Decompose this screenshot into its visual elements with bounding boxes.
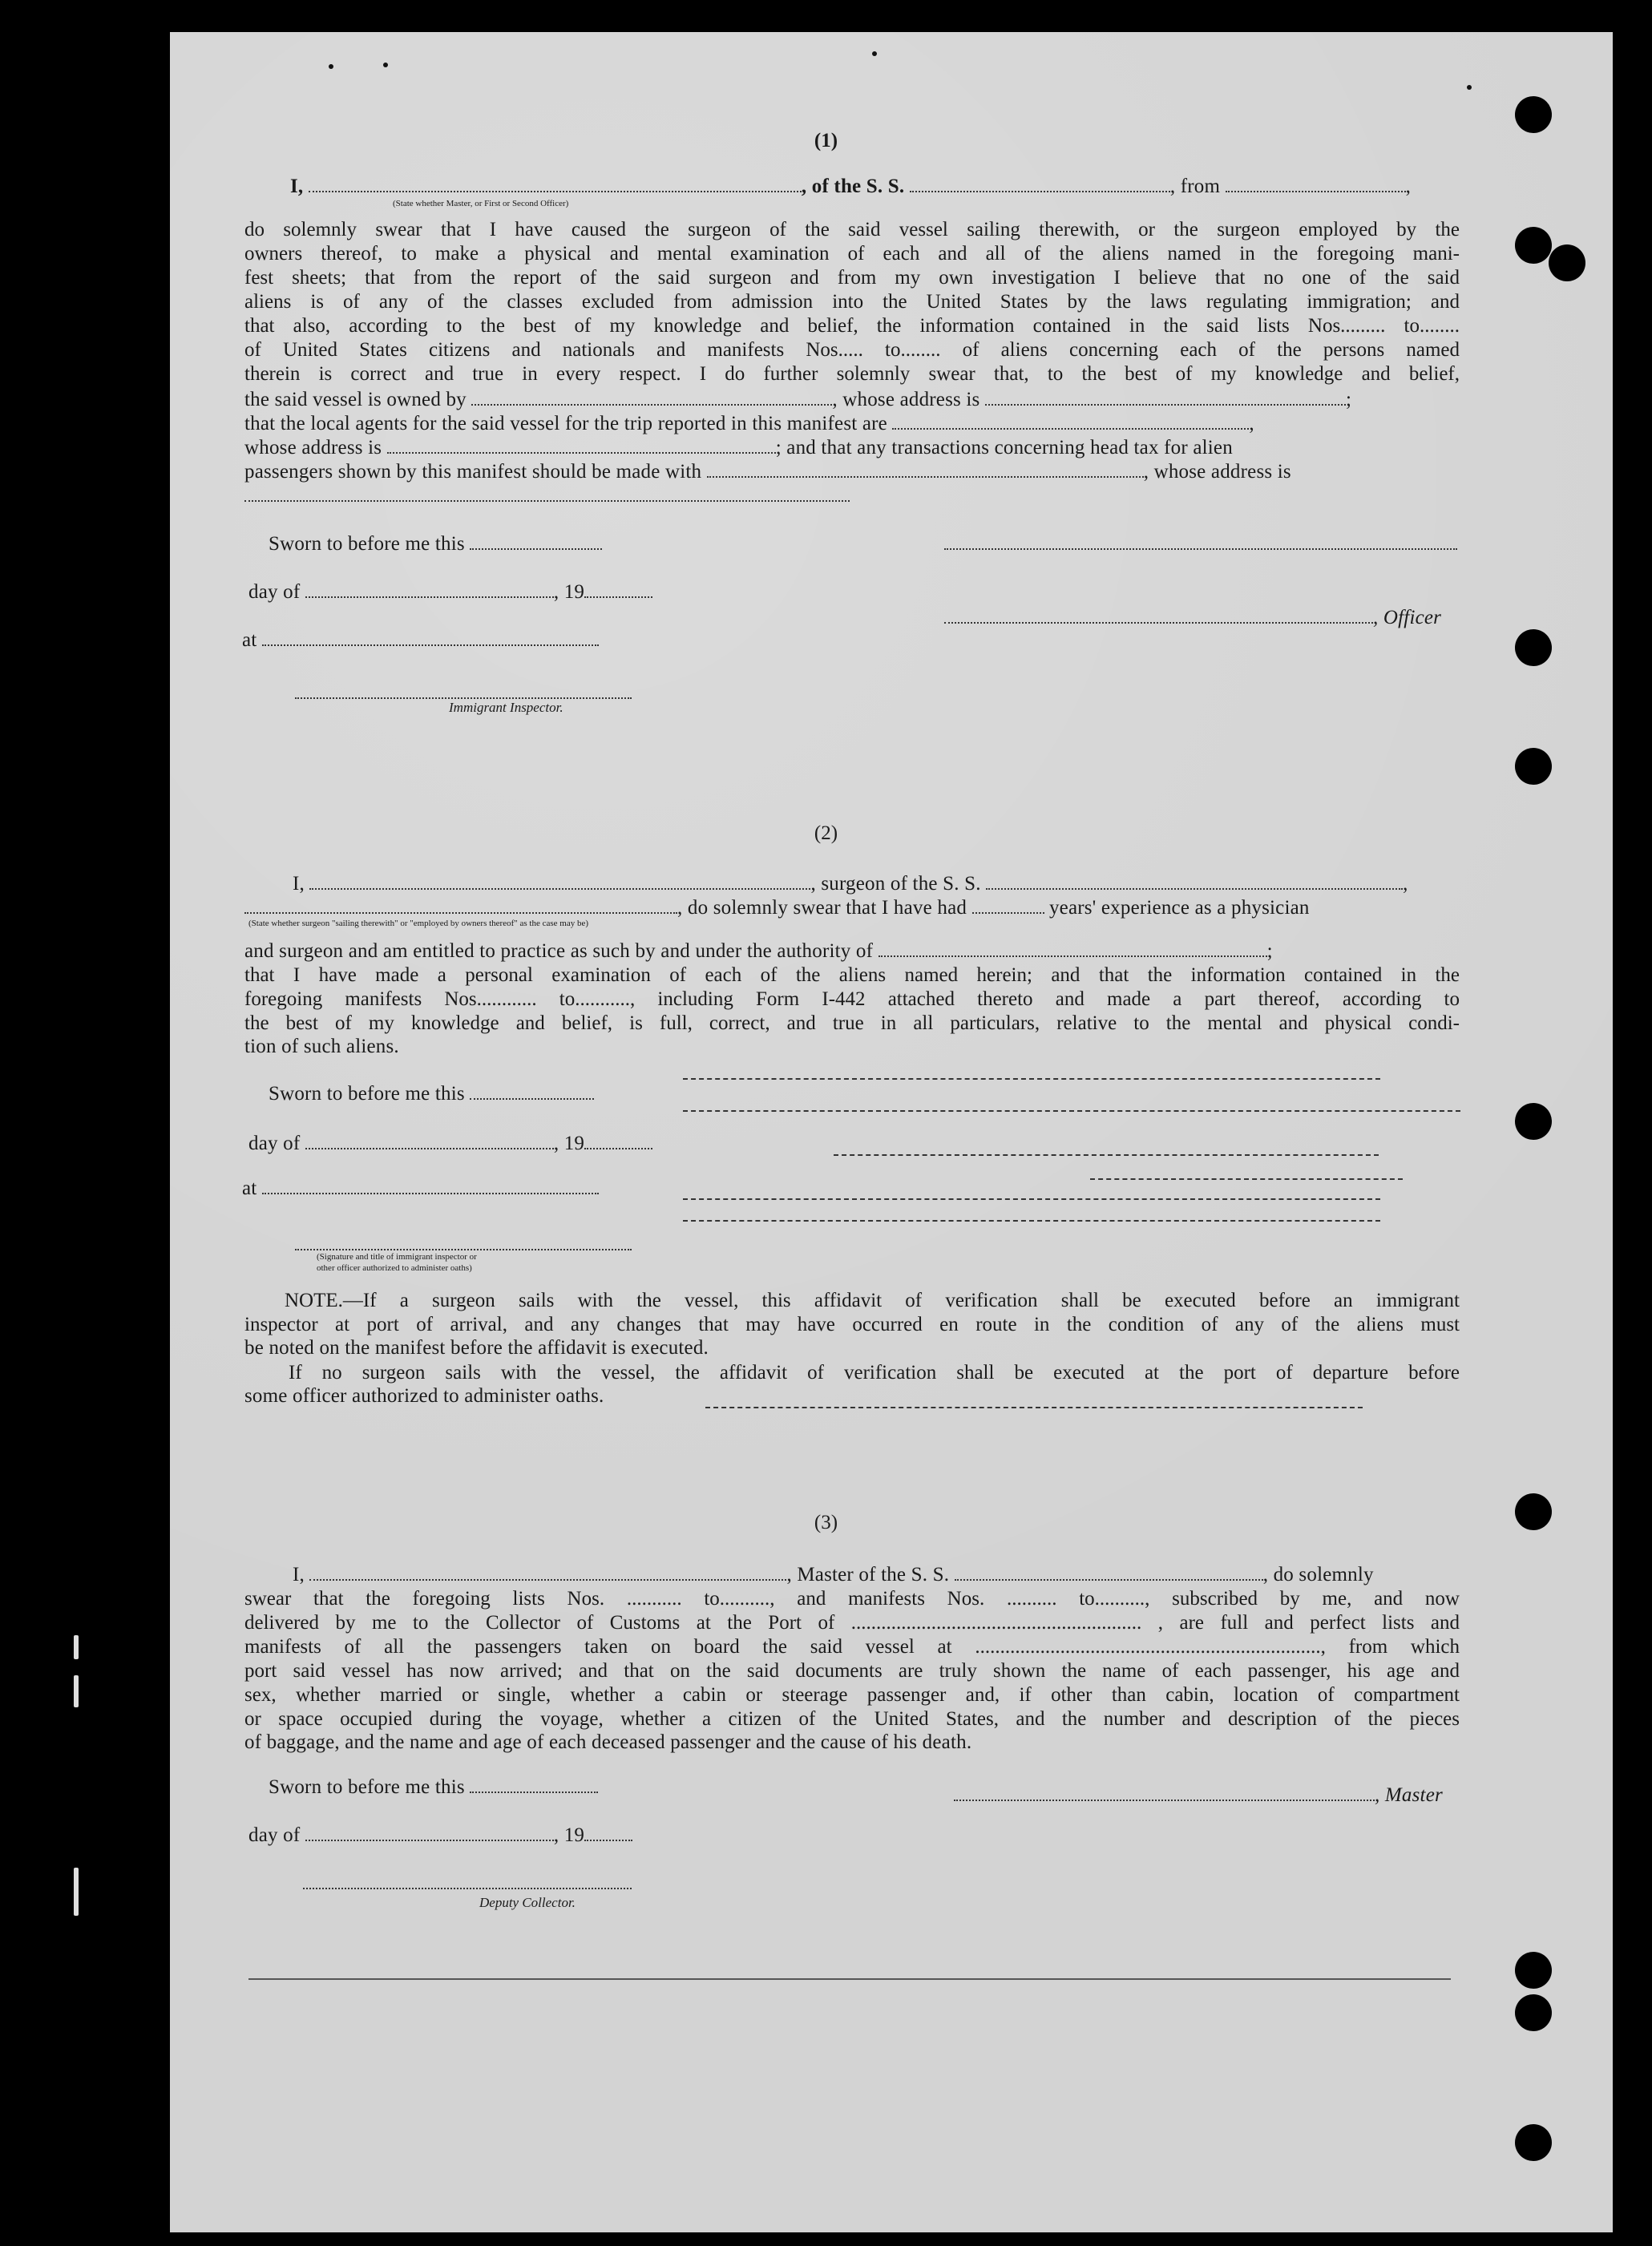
deputy-collector-label: Deputy Collector.	[479, 1895, 576, 1910]
section2-line1: I, , surgeon of the S. S. ,	[293, 873, 1408, 895]
at-line: at	[242, 1177, 599, 1200]
master-line: , Master	[954, 1783, 1443, 1807]
note2-line: If no surgeon sails with the vessel, the affidavit of verification shall be executed at the port of departure before	[289, 1362, 1460, 1384]
officer-line: , Officer	[944, 606, 1441, 629]
edge-mark	[74, 1675, 79, 1707]
edge-mark	[74, 1868, 79, 1916]
edge-mark	[74, 1635, 79, 1659]
note-last-line: be noted on the manifest before the affidavit is executed.	[244, 1337, 709, 1359]
section2-last-line: tion of such aliens.	[244, 1036, 399, 1057]
at-line: at	[242, 628, 599, 652]
address-blank	[244, 484, 850, 507]
whose-address-line: whose address is ; and that any transactions concerning head tax for alien	[244, 437, 1233, 458]
day-of-line: day of , 19	[248, 580, 652, 604]
binder-hole	[1515, 629, 1552, 666]
binder-hole	[1515, 2124, 1552, 2161]
binder-hole	[1515, 96, 1552, 133]
local-agents-line: that the local agents for the said vessel for the trip reported in this manifest are ,	[244, 413, 1254, 434]
owned-by-line: the said vessel is owned by , whose address is ;	[244, 389, 1352, 410]
section-number: (1)	[814, 130, 838, 151]
day-of-line: day of , 19	[248, 1824, 632, 1847]
sworn-line: Sworn to before me this	[269, 1082, 594, 1105]
section2-line3: and surgeon and am entitled to practice as such by and under the authority of ;	[244, 940, 1273, 962]
binder-hole	[1515, 227, 1552, 264]
officer-sig-blank	[944, 532, 1457, 555]
binder-hole	[1515, 1103, 1552, 1140]
signature-dash	[683, 1110, 1460, 1112]
day-of-line: day of , 19	[248, 1132, 652, 1155]
section2-caption: (State whether surgeon "sailing therewith" or "employed by owners thereof" as the case may be)	[248, 919, 589, 928]
signature-caption: other officer authorized to administer oaths)	[317, 1263, 472, 1273]
binder-hole	[1515, 1994, 1552, 2031]
signature-dash	[683, 1198, 1380, 1200]
signature-dash	[683, 1078, 1380, 1080]
section-number: (2)	[814, 822, 838, 844]
section-number: (3)	[814, 1512, 838, 1533]
immigrant-inspector-label: Immigrant Inspector.	[449, 700, 563, 715]
signature-dash	[1090, 1178, 1403, 1180]
collector-blank	[303, 1872, 632, 1895]
section1-opening: I, , of the S. S. , from ,	[290, 176, 1412, 197]
section3-line1: I, , Master of the S. S. , do solemnly	[293, 1564, 1374, 1586]
speck	[1467, 85, 1472, 90]
speck	[383, 63, 388, 67]
speck	[872, 51, 877, 56]
signature-dash	[683, 1220, 1380, 1222]
bottom-rule	[248, 1978, 1451, 1980]
signature-dash	[834, 1154, 1379, 1156]
binder-hole	[1515, 1952, 1552, 1989]
signature-caption: (Signature and title of immigrant inspector or	[317, 1252, 477, 1262]
section2-line2: , do solemnly swear that I have had years' experience as a physician	[244, 896, 1310, 919]
sworn-line: Sworn to before me this	[269, 1775, 598, 1799]
binder-hole	[1515, 748, 1552, 785]
note2-last-line: some officer authorized to administer oaths.	[244, 1385, 604, 1407]
note-dash	[705, 1407, 1363, 1408]
passengers-line: passengers shown by this manifest should be made with , whose address is	[244, 461, 1291, 483]
speck	[329, 64, 333, 69]
binder-hole	[1549, 244, 1585, 281]
section1-caption: (State whether Master, or First or Second Officer)	[393, 199, 569, 208]
sworn-line: Sworn to before me this	[269, 532, 602, 555]
section3-last-line: of baggage, and the name and age of each deceased passenger and the cause of his death.	[244, 1731, 972, 1753]
